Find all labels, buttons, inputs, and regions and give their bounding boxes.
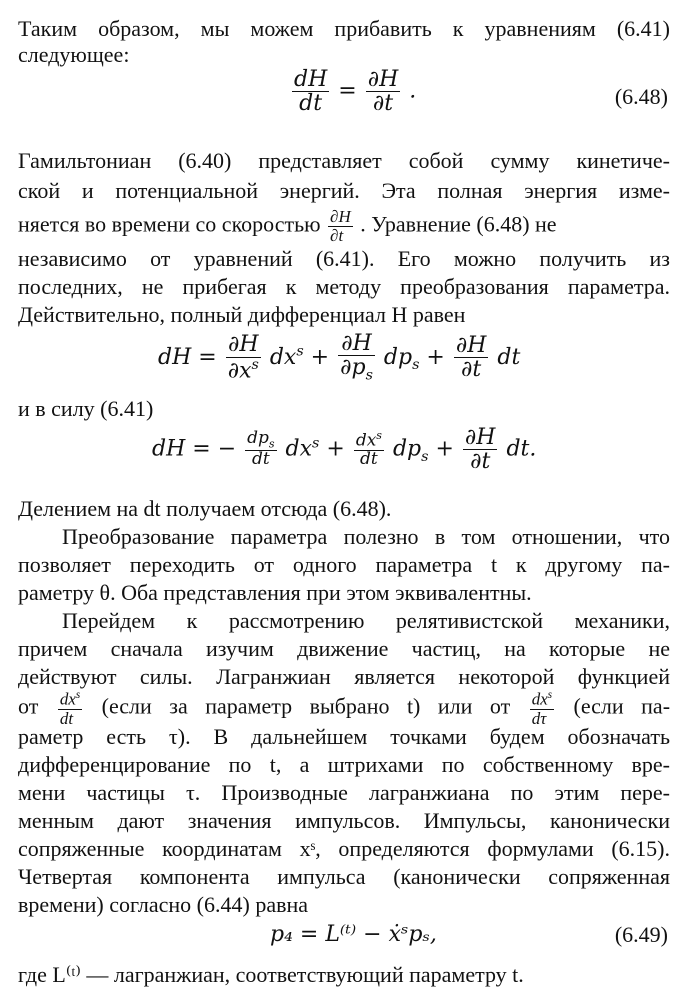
text-line: причем сначала изучим движение частиц, на которые не — [18, 636, 670, 661]
text-span: няется во времени со скоростью — [18, 211, 321, 237]
equation-6-49: p₄ = L⁽ᵗ⁾ − ẋˢpₛ, — [270, 922, 437, 947]
equation-substituted-differential: dH = − $\frac{dp_s}{dt}$ $dx^s$ + $\frac{dx^s}{dt}$ $dp_s$ + $\frac{\partial H}{\partial t}$ dt. — [152, 425, 537, 475]
text-line: последних, не прибегая к методу преобразования параметра. — [18, 274, 670, 299]
text-line: где L⁽ᵗ⁾ — лагранжиан, соответствующий параметру t. — [18, 962, 524, 987]
text-line: позволяет переходить от одного параметра t к другому па- — [18, 552, 670, 577]
text-line: времени) согласно (6.44) равна — [18, 892, 309, 917]
equation-6-48: $\frac{dH}{dt}$ = $\frac{\partial H}{\partial t}$ . — [294, 67, 417, 117]
text-line: менным дают значения импульсов. Импульсы, канонически — [18, 808, 670, 833]
text-line: Четвертая компонента импульса (канонически сопряженная — [18, 864, 670, 889]
text-line: Преобразование параметра полезно в том отношении, что — [62, 524, 670, 549]
inline-fraction: $\frac{dx^s}{d\tau}$ — [531, 689, 553, 728]
text-line: Перейдем к рассмотрению релятивистской механики, — [62, 608, 670, 633]
text-line: Делением на dt получаем отсюда (6.48). — [18, 496, 392, 521]
text-line: и в силу (6.41) — [18, 396, 154, 421]
text-span: . Уравнение (6.48) не — [360, 211, 557, 237]
equation-number: (6.48) — [614, 84, 668, 109]
text-span: (если па- — [573, 693, 671, 719]
text-span: (если за параметр выбрано t) или от — [101, 693, 511, 719]
inline-fraction: $\frac{dx^s}{dt}$ — [59, 689, 81, 728]
text-line: Действительно, полный дифференциал H равен — [18, 302, 466, 327]
text-line: действуют силы. Лагранжиан является некоторой функцией — [18, 664, 670, 689]
text-line — [18, 208, 670, 245]
text-line: следующее: — [18, 42, 130, 67]
text-line: сопряженные координатам xˢ, определяются формулами (6.15). — [18, 836, 670, 861]
text-line: дифференцирование по t, а штрихами по собственному вре- — [18, 752, 670, 777]
text-line: ской и потенциальной энергий. Эта полная энергия изме- — [18, 178, 670, 203]
text-span: от — [18, 693, 39, 719]
text-line: Гамильтониан (6.40) представляет собой сумму кинетиче- — [18, 148, 670, 173]
text-line: независимо от уравнений (6.41). Его можно получить из — [18, 246, 670, 271]
text-line: раметр есть τ). В дальнейшем точками будем обозначать — [18, 724, 670, 749]
text-line: раметру θ. Оба представления при этом эквивалентны. — [18, 580, 532, 605]
inline-fraction: $\frac{\partial H}{\partial t}$ — [330, 207, 351, 245]
equation-total-differential: dH = $\frac{\partial H}{\partial x^s}$ $dx^s$ + $\frac{\partial H}{\partial p_s}$ $dp_s$ + $\frac{\partial H}{\partial t}$ dt — [158, 331, 521, 384]
text-line: Таким образом, мы можем прибавить к уравнениям (6.41) — [18, 16, 670, 41]
text-line: мени частицы τ. Производные лагранжиана по этим пере- — [18, 780, 670, 805]
equation-number: (6.49) — [614, 922, 668, 947]
